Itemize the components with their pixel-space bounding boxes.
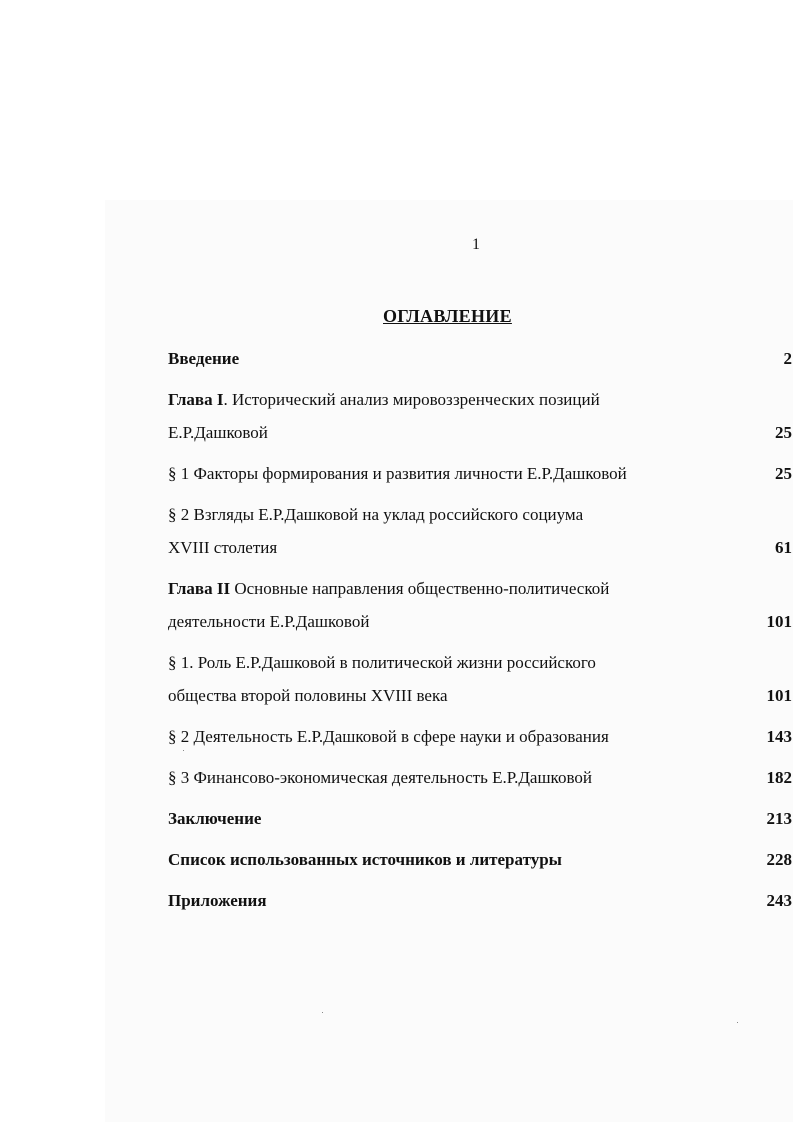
toc-entry-continuation: XVIII столетия [168, 538, 278, 557]
table-of-contents [168, 340, 792, 917]
toc-entry-label: Введение [168, 349, 240, 368]
scan-speck [183, 750, 184, 751]
toc-entry-section-2-3 [168, 761, 792, 794]
toc-entry-label: § 2 Взгляды Е.Р.Дашковой на уклад российского социума [168, 505, 584, 524]
toc-entry-page: 213 [766, 809, 792, 828]
toc-entry-section-2-2 [168, 720, 792, 753]
toc-entry-label: § 2 Деятельность Е.Р.Дашковой в сфере науки и образования [168, 727, 609, 746]
toc-entry-section-1-2 [168, 498, 792, 564]
toc-entry-label: Глава I. Исторический анализ мировоззренческих позиций [168, 390, 600, 409]
toc-entry-conclusion [168, 802, 792, 835]
toc-entry-chapter-label: Глава I [168, 390, 224, 409]
toc-entry-page: 25 [775, 464, 792, 483]
toc-entry-continuation: деятельности Е.Р.Дашковой [168, 612, 370, 631]
toc-entry-page: 25 [775, 423, 792, 442]
toc-entry-label: Приложения [168, 891, 267, 910]
toc-entry-page: 2 [783, 349, 792, 368]
toc-entry-section-1-1 [168, 457, 792, 490]
toc-entry-label: Заключение [168, 809, 262, 828]
page-number: 1 [472, 236, 480, 253]
toc-entry-page: 228 [766, 850, 792, 869]
toc-entry-page: 101 [766, 686, 792, 705]
toc-entry-bibliography [168, 843, 792, 876]
toc-entry-page: 182 [766, 768, 792, 787]
toc-entry-page: 243 [766, 891, 792, 910]
toc-entry-chapter-label: Глава II [168, 579, 231, 598]
toc-entry-chapter-2 [168, 572, 792, 638]
toc-entry-label: Список использованных источников и литературы [168, 850, 562, 869]
toc-entry-label: Глава II Основные направления общественно-политической [168, 579, 610, 598]
toc-entry-label: § 3 Финансово-экономическая деятельность Е.Р.Дашковой [168, 768, 592, 787]
toc-entry-introduction [168, 342, 792, 375]
toc-entry-page: 101 [766, 612, 792, 631]
toc-entry-chapter-1 [168, 383, 792, 449]
toc-entry-continuation: общества второй половины XVIII века [168, 686, 448, 705]
toc-entry-label: § 1. Роль Е.Р.Дашковой в политической жизни российского [168, 653, 596, 672]
toc-title: ОГЛАВЛЕНИЕ [383, 306, 512, 326]
toc-entry-page: 61 [775, 538, 792, 557]
scan-speck [322, 1012, 323, 1013]
toc-entry-page: 143 [766, 727, 792, 746]
toc-entry-section-2-1 [168, 646, 792, 712]
toc-entry-label: § 1 Факторы формирования и развития личности Е.Р.Дашковой [168, 464, 627, 483]
toc-entry-continuation: Е.Р.Дашковой [168, 423, 268, 442]
scan-speck [737, 1022, 738, 1023]
toc-entry-appendices [168, 884, 792, 917]
